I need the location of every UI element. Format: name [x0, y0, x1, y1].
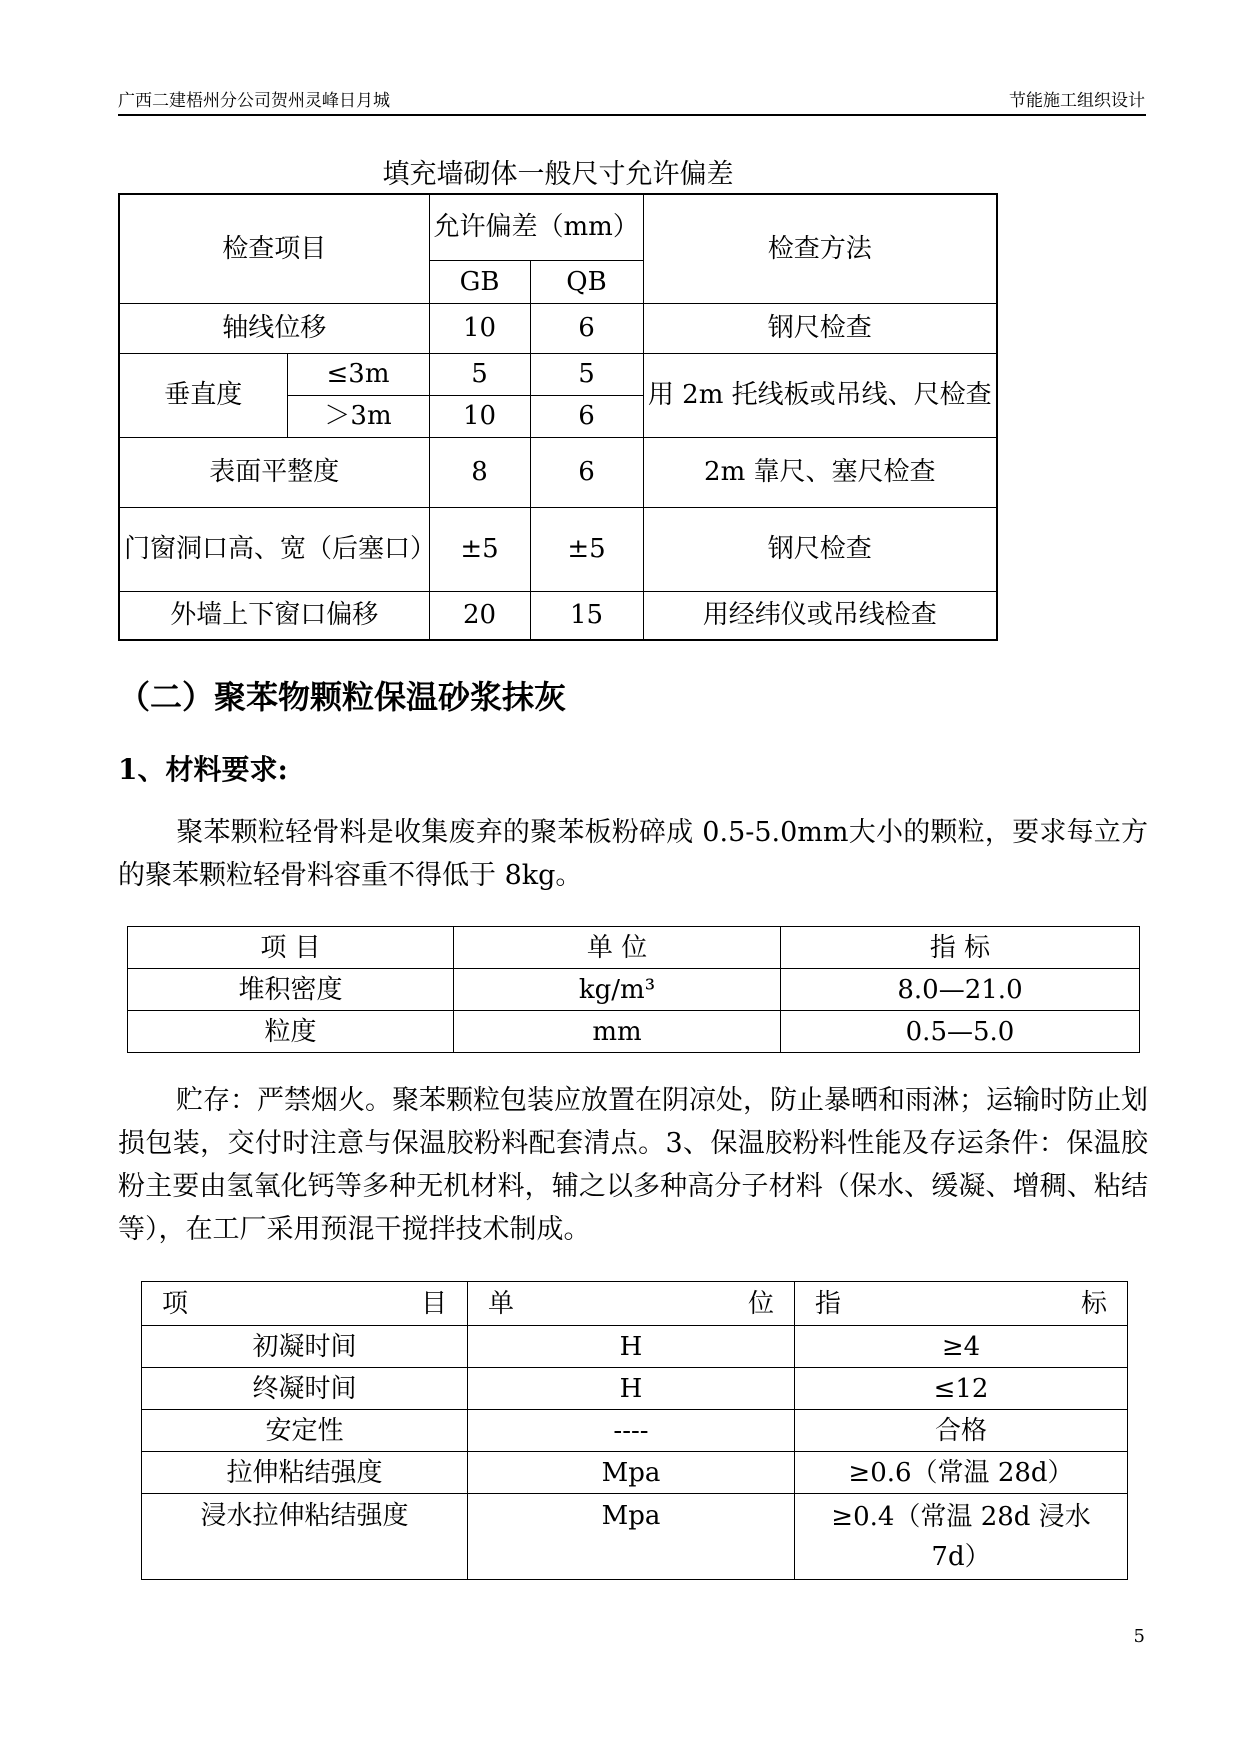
- cell-gb: 20: [429, 591, 530, 640]
- table-header-row: [128, 927, 1140, 969]
- th-unit: 单 位: [454, 927, 781, 969]
- cell-qb: ±5: [530, 507, 643, 591]
- th-index: 指 标: [781, 927, 1140, 969]
- table-row: [128, 969, 1140, 1011]
- cell-unit: Mpa: [468, 1494, 795, 1580]
- cell-index: ≥4: [795, 1326, 1128, 1368]
- th-index: 指 标: [795, 1282, 1128, 1326]
- cell-gb: 10: [429, 395, 530, 437]
- header-left: 广西二建梧州分公司贺州灵峰日月城: [118, 91, 390, 111]
- header-right: 节能施工组织设计: [1009, 91, 1145, 111]
- cell-index: 8.0—21.0: [781, 969, 1140, 1011]
- cell-index: 合格: [795, 1410, 1128, 1452]
- cell-qb: 6: [530, 303, 643, 353]
- paragraph-2-text: 贮存：严禁烟火。聚苯颗粒包装应放置在阴凉处，防止暴晒和雨淋；运输时防止划损包装，交付时注意与保温胶粉料配套清点。3、保温胶粉料性能及存运条件：保温胶粉主要由氢氧化钙等多种无机材料，辅之以多种高分子材料（保水、缓凝、增稠、粘结等），在工厂采用预混干搅拌技术制成。: [118, 1085, 1148, 1245]
- cell-item: 终凝时间: [142, 1368, 468, 1410]
- cell-qb: 6: [530, 437, 643, 507]
- table-row: [119, 591, 997, 640]
- cell-unit: mm: [454, 1011, 781, 1053]
- th-qb: QB: [530, 260, 643, 303]
- cell-index: 0.5—5.0: [781, 1011, 1140, 1053]
- cell-item: 表面平整度: [119, 437, 429, 507]
- cell-unit: ----: [468, 1410, 795, 1452]
- cell-index: ≥0.4（常温 28d 浸水 7d）: [795, 1494, 1128, 1580]
- table-row: [142, 1410, 1128, 1452]
- cell-unit: Mpa: [468, 1452, 795, 1494]
- cell-item: 门窗洞口高、宽（后塞口）: [119, 507, 429, 591]
- paragraph-1: [118, 811, 1148, 897]
- paragraph-1-text: 聚苯颗粒轻骨料是收集废弃的聚苯板粉碎成 0.5-5.0mm大小的颗粒，要求每立方的聚苯颗粒轻骨料容重不得低于 8kg。: [118, 817, 1148, 891]
- table-row: [119, 437, 997, 507]
- cell-qb: 15: [530, 591, 643, 640]
- insulation-powder-table: [141, 1281, 1128, 1580]
- table-row: [119, 507, 997, 591]
- page-number: 5: [1133, 1626, 1145, 1647]
- cell-qb: 6: [530, 395, 643, 437]
- cell-item: 初凝时间: [142, 1326, 468, 1368]
- th-item: 检查项目: [119, 194, 429, 303]
- table-row: [142, 1494, 1128, 1580]
- table1-caption: 填充墙砌体一般尺寸允许偏差: [382, 159, 734, 190]
- table-row: [128, 1011, 1140, 1053]
- cell-gb: 10: [429, 303, 530, 353]
- section-title: （二）聚苯物颗粒保温砂浆抹灰: [118, 678, 567, 716]
- header-divider: [118, 114, 1146, 116]
- cell-method: 2m 靠尺、塞尺检查: [643, 437, 997, 507]
- cell-item: 浸水拉伸粘结强度: [142, 1494, 468, 1580]
- th-gb: GB: [429, 260, 530, 303]
- polystyrene-granule-table: [127, 926, 1140, 1053]
- cell-gb: 5: [429, 353, 530, 395]
- table-header-row: [142, 1282, 1128, 1326]
- th-method: 检查方法: [643, 194, 997, 303]
- cell-item: 安定性: [142, 1410, 468, 1452]
- cell-method: 钢尺检查: [643, 303, 997, 353]
- th-item: 项 目: [128, 927, 454, 969]
- cell-item: 堆积密度: [128, 969, 454, 1011]
- th-item: 项 目: [142, 1282, 468, 1326]
- table-row: [142, 1452, 1128, 1494]
- table-row: [119, 353, 997, 395]
- table-row: [142, 1368, 1128, 1410]
- cell-gb: ±5: [429, 507, 530, 591]
- cell-index: ≥0.6（常温 28d）: [795, 1452, 1128, 1494]
- cell-gb: 8: [429, 437, 530, 507]
- cell-index: ≤12: [795, 1368, 1128, 1410]
- cell-unit: H: [468, 1326, 795, 1368]
- cell-item: 垂直度: [119, 353, 287, 437]
- cell-item: 粒度: [128, 1011, 454, 1053]
- cell-method: 用经纬仪或吊线检查: [643, 591, 997, 640]
- th-unit: 单 位: [468, 1282, 795, 1326]
- cell-unit: H: [468, 1368, 795, 1410]
- cell-item: 拉伸粘结强度: [142, 1452, 468, 1494]
- table-row: [142, 1326, 1128, 1368]
- cell-item: 外墙上下窗口偏移: [119, 591, 429, 640]
- cell-method: 用 2m 托线板或吊线、尺检查: [643, 353, 997, 437]
- table-row: [119, 303, 997, 353]
- cell-item: 轴线位移: [119, 303, 429, 353]
- cell-qb: 5: [530, 353, 643, 395]
- tolerance-table: [118, 193, 998, 641]
- cell-sub: ≤3m: [287, 353, 429, 395]
- th-deviation: 允许偏差（mm）: [429, 194, 643, 260]
- cell-method: 钢尺检查: [643, 507, 997, 591]
- cell-unit: kg/m³: [454, 969, 781, 1011]
- subsection-title: 1、材料要求:: [118, 753, 288, 786]
- paragraph-2: [118, 1079, 1148, 1251]
- cell-sub: ＞3m: [287, 395, 429, 437]
